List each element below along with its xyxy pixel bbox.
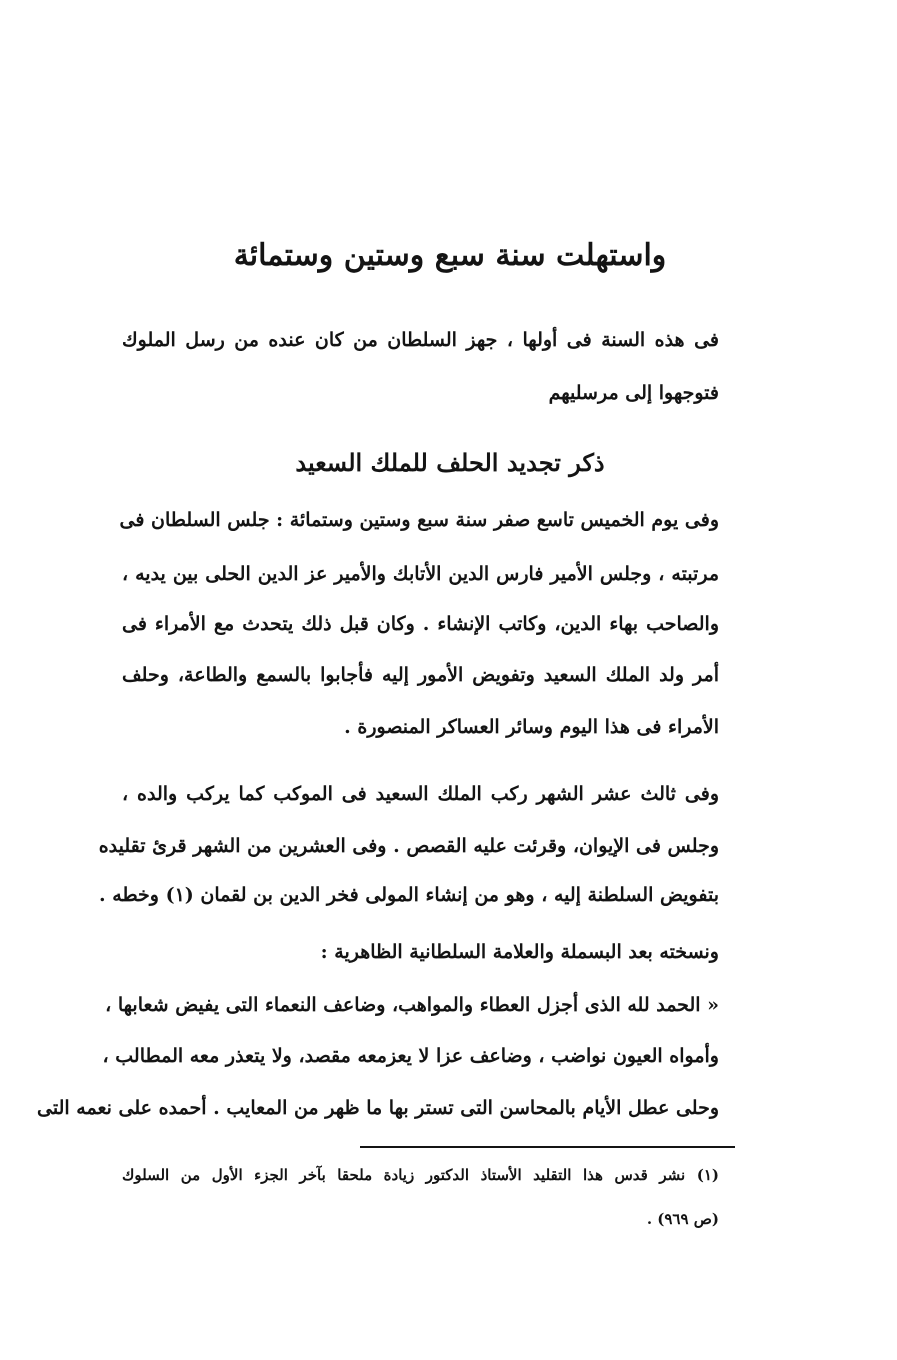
paragraph-1-line-2: فتوجهوا إلى مرسليهم <box>548 382 719 404</box>
paragraph-3-line-3: بتفويض السلطنة إليه ، وهو من إنشاء المولى فخر الدين بن لقمان (١) وخطه . <box>99 884 719 906</box>
footnote-line-2: (ص ٩٦٩) . <box>646 1210 719 1228</box>
paragraph-4-line-1: ونسخته بعد البسملة والعلامة السلطانية الظاهرية : <box>320 941 719 963</box>
paragraph-5-line-1: « الحمد لله الذى أجزل العطاء والمواهب، وضاعف النعماء التى يفيض شعابها ، <box>105 994 719 1016</box>
footnote-line-1: (١) نشر قدس هذا التقليد الأستاذ الدكتور زيادة ملحقا بآخر الجزء الأول من السلوك <box>122 1166 719 1184</box>
paragraph-5-line-3: وحلى عطل الأيام بالمحاسن التى تستر بها ما ظهر من المعايب . أحمده على نعمه التى <box>37 1097 719 1119</box>
paragraph-2-line-1: وفى يوم الخميس تاسع صفر سنة سبع وستين وستمائة : جلس السلطان فى <box>119 509 719 531</box>
paragraph-2-line-5: الأمراء فى هذا اليوم وسائر العساكر المنصورة . <box>344 716 719 738</box>
footnote-separator <box>360 1146 735 1148</box>
paragraph-1-line-1: فى هذه السنة فى أولها ، جهز السلطان من كان عنده من رسل الملوك <box>122 329 719 351</box>
paragraph-5-line-2: وأمواه العيون نواضب ، وضاعف عزا لا يعزمعه مقصد، ولا يتعذر معه المطالب ، <box>102 1045 719 1067</box>
chapter-title: واستهلت سنة سبع وستين وستمائة <box>233 238 667 273</box>
section-heading: ذكر تجديد الحلف للملك السعيد <box>295 448 605 477</box>
paragraph-3-line-2: وجلس فى الإيوان، وقرئت عليه القصص . وفى العشرين من الشهر قرئ تقليده <box>98 835 719 857</box>
paragraph-2-line-4: أمر ولد الملك السعيد وتفويض الأمور إليه فأجابوا بالسمع والطاعة، وحلف <box>122 664 719 686</box>
paragraph-2-line-2: مرتبته ، وجلس الأمير فارس الدين الأتابك والأمير عز الدين الحلى بين يديه ، <box>122 563 719 585</box>
paragraph-2-line-3: والصاحب بهاء الدين، وكاتب الإنشاء . وكان قبل ذلك يتحدث مع الأمراء فى <box>122 613 719 635</box>
paragraph-3-line-1: وفى ثالث عشر الشهر ركب الملك السعيد فى الموكب كما يركب والده ، <box>122 783 719 805</box>
